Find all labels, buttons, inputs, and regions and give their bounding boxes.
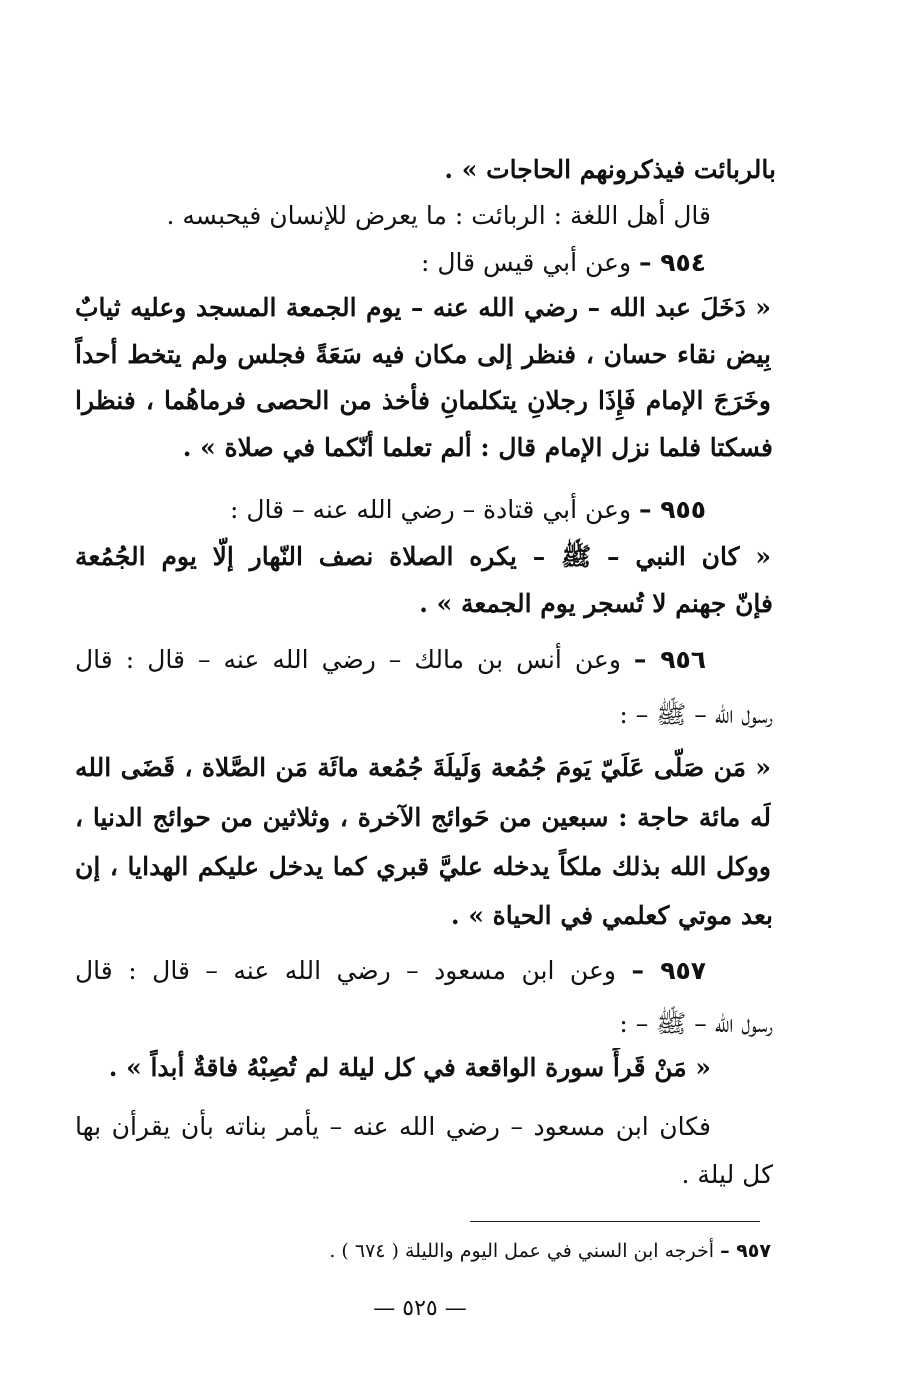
hadith-957-intro: وعن ابن مسعود – رضي الله عنه – قال : قال (75, 956, 616, 985)
text-line-4: « دَخَلَ عبد الله – رضي الله عنه – يوم الجمعة المسجد وعليه ثيابٌ (75, 293, 771, 322)
footnote-number: ٩٥٧ – (720, 1240, 771, 1262)
footnote-divider (470, 1221, 760, 1222)
text-line-14: لَه مائة حاجة : سبعين من حَوائج الآخرة ، وثلاثين من حوائج الدنيا ، (75, 803, 771, 832)
text-line-7: فسكتا فلما نزل الإمام قال : ألم تعلما أنّكما في صلاة » . (182, 433, 773, 462)
text-line-18: رسول الله – ﷺ – : (619, 1009, 773, 1038)
text-line-8 (75, 490, 706, 530)
text-line-15: ووكل الله بذلك ملكاً يدخله عليَّ قبري كما يدخل عليكم الهدايا ، إن (75, 852, 771, 881)
text-line-11 (75, 640, 706, 680)
footnote-text: أخرجه ابن السني في عمل اليوم والليلة ( ٦٧٤ ) . (329, 1240, 715, 1262)
text-line-19: « مَنْ قَرأَ سورة الواقعة في كل ليلة لم تُصِبْهُ فاقةٌ أبداً » . (108, 1053, 711, 1082)
text-line-3 (75, 243, 706, 283)
text-line-9: « كان النبي – ﷺ – يكره الصلاة نصف النّهار إلّا يوم الجُمُعة (75, 542, 771, 571)
hadith-number-955: ٩٥٥ – (639, 495, 706, 524)
text-line-10: فإنّ جهنم لا تُسجر يوم الجمعة » . (419, 589, 773, 618)
text-line-12: رسول الله – ﷺ – : (619, 700, 773, 729)
text-line-6: وخَرَجَ الإمام فَإِذَا رجلانِ يتكلمانِ فأخذ من الحصى فرماهُما ، فنظرا (75, 386, 771, 415)
footnote (180, 1236, 771, 1266)
text-line-20: فكان ابن مسعود – رضي الله عنه – يأمر بناته بأن يقرأن بها (75, 1112, 711, 1141)
hadith-number-954: ٩٥٤ – (639, 248, 706, 277)
hadith-954-intro: وعن أبي قيس قال : (420, 248, 632, 277)
text-line-21: كل ليلة . (681, 1160, 773, 1189)
text-line-17 (75, 951, 706, 991)
page-number: — ٥٢٥ — (373, 1296, 467, 1321)
text-line-1: بالربائت فيذكرونهم الحاجات » . (444, 155, 776, 184)
text-line-16: بعد موتي كعلمي في الحياة » . (450, 901, 773, 930)
text-line-2: قال أهل اللغة : الربائت : ما يعرض للإنسان فيحبسه . (166, 201, 711, 230)
text-line-5: بِيض نقاء حسان ، فنظر إلى مكان فيه سَعَةً فجلس ولم يتخط أحداً (75, 340, 771, 369)
hadith-number-956: ٩٥٦ – (633, 645, 706, 674)
hadith-956-intro: وعن أنس بن مالك – رضي الله عنه – قال : قال (75, 645, 621, 674)
text-line-13: « مَن صَلّى عَلَيّ يَومَ جُمُعة وَلَيلَةَ جُمُعة مائَة مَن الصَّلاة ، قَضَى الله (75, 753, 771, 782)
hadith-955-intro: وعن أبي قتادة – رضي الله عنه – قال : (230, 495, 632, 524)
hadith-number-957: ٩٥٧ – (631, 956, 706, 985)
